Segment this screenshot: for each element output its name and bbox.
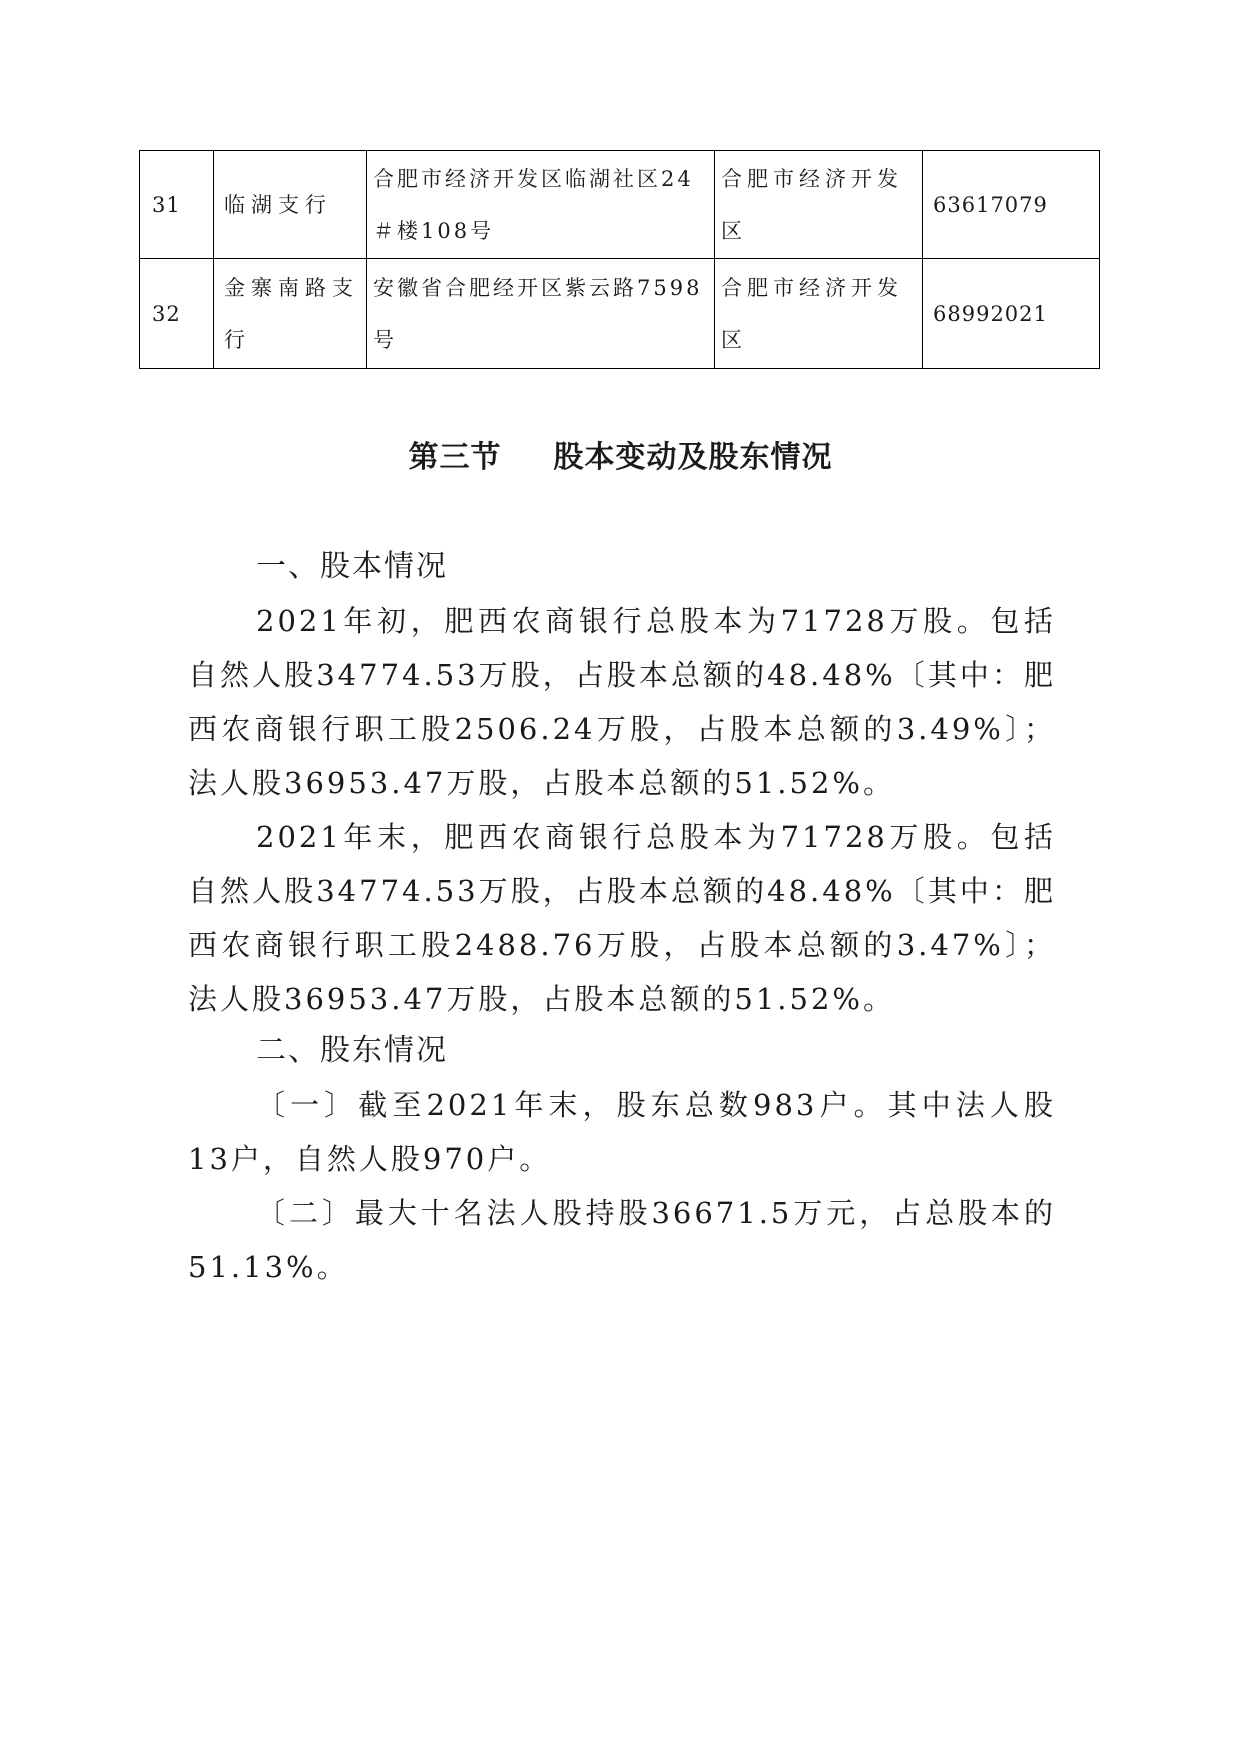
table-row xyxy=(140,259,1100,369)
branch-phone: 68992021 xyxy=(923,259,1100,369)
branch-number: 32 xyxy=(140,259,214,369)
part1-heading: 一、股本情况 xyxy=(256,549,448,584)
branch-area: 合肥市经济开发区 xyxy=(715,259,923,369)
part2-paragraph-2: 〔二〕最大十名法人股持股36671.5万元，占总股本的51.13%。 xyxy=(188,1196,1056,1284)
table-row xyxy=(140,151,1100,259)
section-name: 股本变动及股东情况 xyxy=(553,440,833,475)
part1-paragraph-2: 2021年末，肥西农商银行总股本为71728万股。包括自然人股34774.53万股，占股本总额的48.48%〔其中：肥西农商银行职工股2488.76万股，占股本总额的3.47%〕；法人股36953.47万股，占股本总额的51.52%。 xyxy=(188,820,1056,1016)
branch-area: 合肥市经济开发区 xyxy=(715,151,923,259)
branch-number: 31 xyxy=(140,151,214,259)
section-number: 第三节 xyxy=(408,440,502,475)
part1-paragraph-1: 2021年初，肥西农商银行总股本为71728万股。包括自然人股34774.53万股，占股本总额的48.48%〔其中：肥西农商银行职工股2506.24万股，占股本总额的3.49%〕；法人股36953.47万股，占股本总额的51.52%。 xyxy=(188,604,1056,800)
branch-name: 临湖支行 xyxy=(214,151,367,259)
section-title xyxy=(0,432,1241,476)
branch-phone: 63617079 xyxy=(923,151,1100,259)
branch-address: 合肥市经济开发区临湖社区24＃楼108号 xyxy=(367,151,715,259)
part2-paragraph-1: 〔一〕截至2021年末，股东总数983户。其中法人股13户，自然人股970户。 xyxy=(188,1088,1056,1176)
branch-name: 金寨南路支行 xyxy=(214,259,367,369)
branch-table xyxy=(139,150,1100,369)
part2-heading: 二、股东情况 xyxy=(256,1033,448,1068)
branch-address: 安徽省合肥经开区紫云路7598号 xyxy=(367,259,715,369)
